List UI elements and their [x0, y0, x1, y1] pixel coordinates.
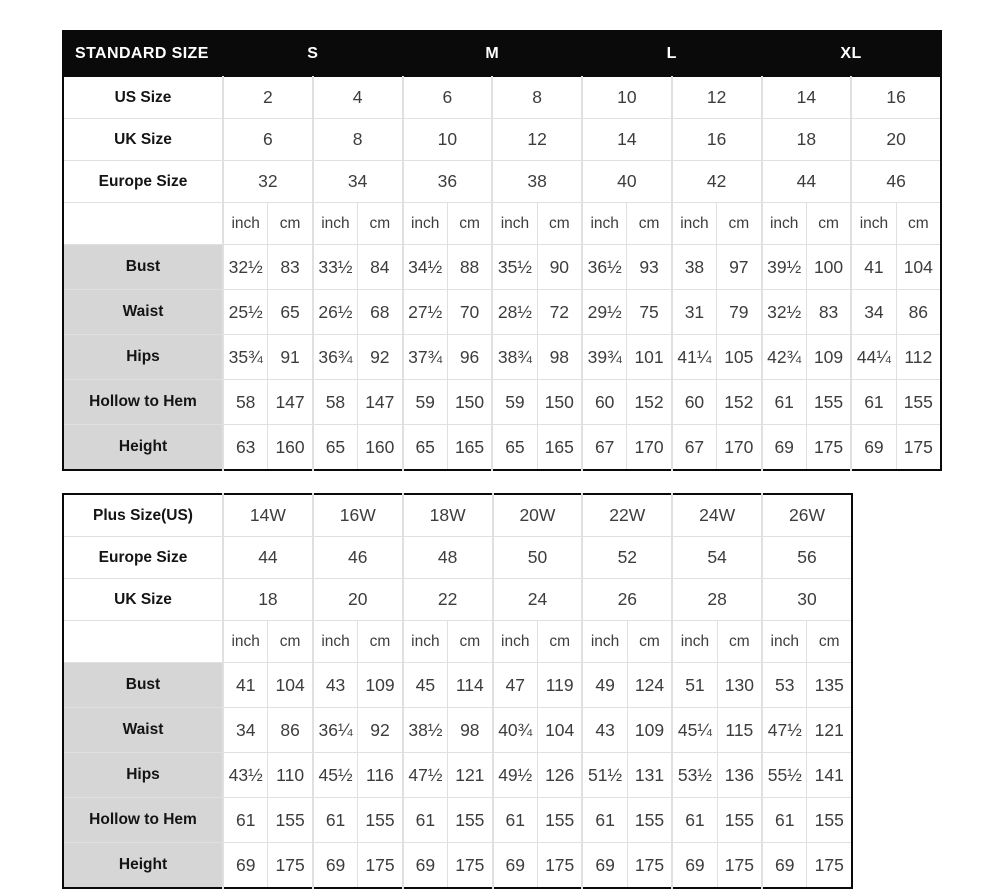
unit-cm-label: cm [358, 621, 403, 663]
measure-value: 109 [627, 708, 672, 753]
unit-cm-label: cm [627, 621, 672, 663]
unit-inch-label: inch [223, 203, 268, 245]
size-value: 10 [403, 119, 493, 161]
unit-inch-label: inch [223, 621, 268, 663]
measure-value: 34 [851, 290, 896, 335]
unit-cm-label: cm [537, 621, 582, 663]
unit-header-row [63, 621, 852, 663]
measure-value: 61 [762, 380, 807, 425]
measure-value: 141 [807, 753, 852, 798]
row-label-plus-size-us: Plus Size(US) [63, 494, 223, 537]
measure-value: 41¼ [672, 335, 717, 380]
size-value: 14W [223, 494, 313, 537]
measure-row-waist [63, 708, 852, 753]
unit-inch-label: inch [493, 621, 538, 663]
measure-value: 165 [537, 425, 582, 471]
measure-value: 155 [807, 798, 852, 843]
measure-value: 45½ [313, 753, 358, 798]
measure-value: 70 [447, 290, 492, 335]
measure-value: 119 [537, 663, 582, 708]
size-value: 44 [762, 161, 852, 203]
measure-value: 109 [358, 663, 403, 708]
unit-cm-label: cm [448, 621, 493, 663]
size-row-plus-size-us [63, 494, 852, 537]
size-value: 26W [762, 494, 852, 537]
size-value: 32 [223, 161, 313, 203]
size-value: 20W [493, 494, 583, 537]
measure-row-height [63, 843, 852, 889]
size-value: 52 [582, 537, 672, 579]
row-label-europe-size: Europe Size [63, 161, 223, 203]
measure-value: 36¾ [313, 335, 358, 380]
unit-cm-label: cm [358, 203, 403, 245]
measure-value: 65 [492, 425, 537, 471]
measure-row-hollow-to-hem [63, 798, 852, 843]
measure-value: 31 [672, 290, 717, 335]
measure-value: 152 [717, 380, 762, 425]
measure-value: 32½ [762, 290, 807, 335]
measure-value: 38¾ [492, 335, 537, 380]
unit-inch-label: inch [313, 203, 358, 245]
measure-value: 59 [403, 380, 448, 425]
unit-cm-label: cm [717, 203, 762, 245]
size-value: 6 [223, 119, 313, 161]
measure-value: 69 [851, 425, 896, 471]
size-row-europe-size [63, 161, 941, 203]
measure-value: 36½ [582, 245, 627, 290]
measure-value: 110 [268, 753, 313, 798]
row-label-hips: Hips [63, 335, 223, 380]
measure-value: 69 [672, 843, 717, 889]
measure-value: 155 [627, 798, 672, 843]
measure-value: 38 [672, 245, 717, 290]
row-label-height: Height [63, 843, 223, 889]
measure-value: 86 [268, 708, 313, 753]
measure-value: 72 [537, 290, 582, 335]
measure-value: 170 [627, 425, 672, 471]
measure-value: 61 [493, 798, 538, 843]
table-title: STANDARD SIZE [63, 31, 223, 77]
measure-value: 152 [627, 380, 672, 425]
measure-value: 61 [223, 798, 268, 843]
measure-value: 61 [672, 798, 717, 843]
measure-value: 114 [448, 663, 493, 708]
measure-value: 155 [268, 798, 313, 843]
size-value: 22 [403, 579, 493, 621]
size-value: 46 [851, 161, 941, 203]
measure-value: 41 [223, 663, 268, 708]
unit-inch-label: inch [582, 203, 627, 245]
size-value: 50 [493, 537, 583, 579]
size-value: 40 [582, 161, 672, 203]
size-value: 18 [223, 579, 313, 621]
measure-value: 96 [447, 335, 492, 380]
measure-row-waist [63, 290, 941, 335]
unit-cm-label: cm [447, 203, 492, 245]
row-label-waist: Waist [63, 708, 223, 753]
size-value: 20 [313, 579, 403, 621]
measure-value: 25½ [223, 290, 268, 335]
unit-header-row [63, 203, 941, 245]
row-label-bust: Bust [63, 663, 223, 708]
measure-value: 155 [806, 380, 851, 425]
size-value: 16W [313, 494, 403, 537]
measure-value: 91 [268, 335, 313, 380]
measure-value: 79 [717, 290, 762, 335]
measure-value: 175 [268, 843, 313, 889]
measure-value: 147 [358, 380, 403, 425]
measure-value: 126 [537, 753, 582, 798]
size-value: 36 [403, 161, 493, 203]
measure-value: 65 [403, 425, 448, 471]
measure-value: 165 [447, 425, 492, 471]
measure-value: 175 [717, 843, 762, 889]
unit-inch-label: inch [403, 203, 448, 245]
measure-value: 29½ [582, 290, 627, 335]
size-value: 4 [313, 77, 403, 119]
measure-value: 39½ [762, 245, 807, 290]
measure-value: 43 [582, 708, 627, 753]
unit-cm-label: cm [268, 621, 313, 663]
measure-value: 98 [537, 335, 582, 380]
size-row-uk-size [63, 119, 941, 161]
measure-value: 136 [717, 753, 762, 798]
size-value: 18 [762, 119, 852, 161]
table-header-row [63, 31, 941, 77]
measure-value: 150 [447, 380, 492, 425]
measure-value: 36¼ [313, 708, 358, 753]
measure-value: 34 [223, 708, 268, 753]
unit-inch-label: inch [403, 621, 448, 663]
measure-value: 65 [313, 425, 358, 471]
size-value: 2 [223, 77, 313, 119]
measure-value: 69 [313, 843, 358, 889]
unit-inch-label: inch [492, 203, 537, 245]
unit-cm-label: cm [537, 203, 582, 245]
measure-value: 86 [896, 290, 941, 335]
size-value: 24 [493, 579, 583, 621]
row-label-bust: Bust [63, 245, 223, 290]
size-value: 54 [672, 537, 762, 579]
unit-row-spacer [63, 203, 223, 245]
measure-value: 75 [627, 290, 672, 335]
measure-row-height [63, 425, 941, 471]
measure-value: 175 [807, 843, 852, 889]
size-group-l: L [582, 31, 762, 77]
measure-value: 69 [493, 843, 538, 889]
measure-value: 69 [762, 425, 807, 471]
size-value: 48 [403, 537, 493, 579]
measure-value: 101 [627, 335, 672, 380]
size-group-xl: XL [762, 31, 942, 77]
measure-value: 60 [672, 380, 717, 425]
unit-cm-label: cm [717, 621, 762, 663]
size-value: 10 [582, 77, 672, 119]
measure-value: 61 [403, 798, 448, 843]
measure-value: 35¾ [223, 335, 268, 380]
measure-value: 150 [537, 380, 582, 425]
measure-value: 175 [896, 425, 941, 471]
unit-inch-label: inch [582, 621, 627, 663]
plus-size-table [62, 493, 853, 889]
measure-value: 155 [717, 798, 762, 843]
unit-cm-label: cm [268, 203, 313, 245]
measure-value: 69 [223, 843, 268, 889]
measure-row-hollow-to-hem [63, 380, 941, 425]
measure-value: 131 [627, 753, 672, 798]
size-group-m: M [403, 31, 583, 77]
unit-inch-label: inch [313, 621, 358, 663]
size-value: 56 [762, 537, 852, 579]
row-label-hollow-to-hem: Hollow to Hem [63, 798, 223, 843]
measure-value: 40¾ [493, 708, 538, 753]
size-value: 12 [672, 77, 762, 119]
measure-value: 49½ [493, 753, 538, 798]
measure-value: 53½ [672, 753, 717, 798]
measure-value: 37¾ [403, 335, 448, 380]
measure-value: 43 [313, 663, 358, 708]
measure-value: 42¾ [762, 335, 807, 380]
measure-value: 104 [268, 663, 313, 708]
measure-value: 55½ [762, 753, 807, 798]
measure-value: 67 [582, 425, 627, 471]
size-value: 16 [672, 119, 762, 161]
measure-value: 67 [672, 425, 717, 471]
measure-value: 61 [313, 798, 358, 843]
measure-value: 83 [806, 290, 851, 335]
measure-value: 26½ [313, 290, 358, 335]
measure-value: 65 [268, 290, 313, 335]
measure-value: 97 [717, 245, 762, 290]
unit-cm-label: cm [896, 203, 941, 245]
measure-value: 60 [582, 380, 627, 425]
measure-value: 121 [807, 708, 852, 753]
measure-row-hips [63, 753, 852, 798]
measure-value: 115 [717, 708, 762, 753]
measure-value: 69 [403, 843, 448, 889]
row-label-us-size: US Size [63, 77, 223, 119]
measure-row-bust [63, 663, 852, 708]
size-value: 8 [313, 119, 403, 161]
measure-value: 59 [492, 380, 537, 425]
unit-inch-label: inch [762, 621, 807, 663]
measure-value: 124 [627, 663, 672, 708]
size-row-europe-size [63, 537, 852, 579]
unit-inch-label: inch [672, 203, 717, 245]
unit-cm-label: cm [806, 203, 851, 245]
measure-value: 61 [851, 380, 896, 425]
measure-value: 45 [403, 663, 448, 708]
size-value: 38 [492, 161, 582, 203]
measure-value: 32½ [223, 245, 268, 290]
row-label-waist: Waist [63, 290, 223, 335]
measure-value: 109 [806, 335, 851, 380]
size-value: 12 [492, 119, 582, 161]
size-value: 34 [313, 161, 403, 203]
measure-value: 47½ [762, 708, 807, 753]
standard-size-table [62, 30, 942, 471]
measure-value: 69 [762, 843, 807, 889]
unit-cm-label: cm [627, 203, 672, 245]
row-label-europe-size: Europe Size [63, 537, 223, 579]
measure-value: 39¾ [582, 335, 627, 380]
measure-value: 92 [358, 708, 403, 753]
size-value: 16 [851, 77, 941, 119]
size-value: 28 [672, 579, 762, 621]
unit-inch-label: inch [851, 203, 896, 245]
measure-value: 84 [358, 245, 403, 290]
unit-inch-label: inch [672, 621, 717, 663]
measure-value: 69 [582, 843, 627, 889]
measure-value: 112 [896, 335, 941, 380]
size-value: 14 [582, 119, 672, 161]
measure-value: 104 [537, 708, 582, 753]
measure-value: 175 [448, 843, 493, 889]
size-value: 44 [223, 537, 313, 579]
row-label-hollow-to-hem: Hollow to Hem [63, 380, 223, 425]
measure-value: 45¼ [672, 708, 717, 753]
size-value: 22W [582, 494, 672, 537]
measure-value: 104 [896, 245, 941, 290]
measure-value: 170 [717, 425, 762, 471]
measure-value: 47½ [403, 753, 448, 798]
unit-cm-label: cm [807, 621, 852, 663]
measure-value: 44¼ [851, 335, 896, 380]
measure-value: 43½ [223, 753, 268, 798]
measure-value: 33½ [313, 245, 358, 290]
measure-value: 41 [851, 245, 896, 290]
size-value: 42 [672, 161, 762, 203]
measure-value: 53 [762, 663, 807, 708]
measure-value: 147 [268, 380, 313, 425]
measure-value: 160 [268, 425, 313, 471]
row-label-uk-size: UK Size [63, 579, 223, 621]
measure-value: 88 [447, 245, 492, 290]
size-value: 46 [313, 537, 403, 579]
size-value: 20 [851, 119, 941, 161]
measure-value: 175 [627, 843, 672, 889]
measure-value: 92 [358, 335, 403, 380]
measure-value: 34½ [403, 245, 448, 290]
measure-value: 130 [717, 663, 762, 708]
size-value: 14 [762, 77, 852, 119]
measure-row-bust [63, 245, 941, 290]
measure-value: 51½ [582, 753, 627, 798]
measure-row-hips [63, 335, 941, 380]
measure-value: 155 [358, 798, 403, 843]
measure-value: 58 [313, 380, 358, 425]
measure-value: 68 [358, 290, 403, 335]
row-label-uk-size: UK Size [63, 119, 223, 161]
size-value: 6 [403, 77, 493, 119]
measure-value: 83 [268, 245, 313, 290]
size-row-us-size [63, 77, 941, 119]
measure-value: 93 [627, 245, 672, 290]
measure-value: 105 [717, 335, 762, 380]
measure-value: 27½ [403, 290, 448, 335]
measure-value: 175 [537, 843, 582, 889]
measure-value: 49 [582, 663, 627, 708]
size-value: 8 [492, 77, 582, 119]
measure-value: 175 [806, 425, 851, 471]
measure-value: 116 [358, 753, 403, 798]
size-value: 18W [403, 494, 493, 537]
measure-value: 51 [672, 663, 717, 708]
size-row-uk-size [63, 579, 852, 621]
row-label-height: Height [63, 425, 223, 471]
size-value: 24W [672, 494, 762, 537]
measure-value: 58 [223, 380, 268, 425]
row-label-hips: Hips [63, 753, 223, 798]
measure-value: 100 [806, 245, 851, 290]
measure-value: 155 [537, 798, 582, 843]
size-value: 30 [762, 579, 852, 621]
measure-value: 155 [896, 380, 941, 425]
unit-inch-label: inch [762, 203, 807, 245]
measure-value: 135 [807, 663, 852, 708]
size-value: 26 [582, 579, 672, 621]
measure-value: 98 [448, 708, 493, 753]
measure-value: 28½ [492, 290, 537, 335]
measure-value: 175 [358, 843, 403, 889]
measure-value: 63 [223, 425, 268, 471]
measure-value: 155 [448, 798, 493, 843]
measure-value: 38½ [403, 708, 448, 753]
measure-value: 160 [358, 425, 403, 471]
size-group-s: S [223, 31, 403, 77]
measure-value: 61 [582, 798, 627, 843]
measure-value: 35½ [492, 245, 537, 290]
measure-value: 121 [448, 753, 493, 798]
measure-value: 61 [762, 798, 807, 843]
measure-value: 47 [493, 663, 538, 708]
measure-value: 90 [537, 245, 582, 290]
unit-row-spacer [63, 621, 223, 663]
